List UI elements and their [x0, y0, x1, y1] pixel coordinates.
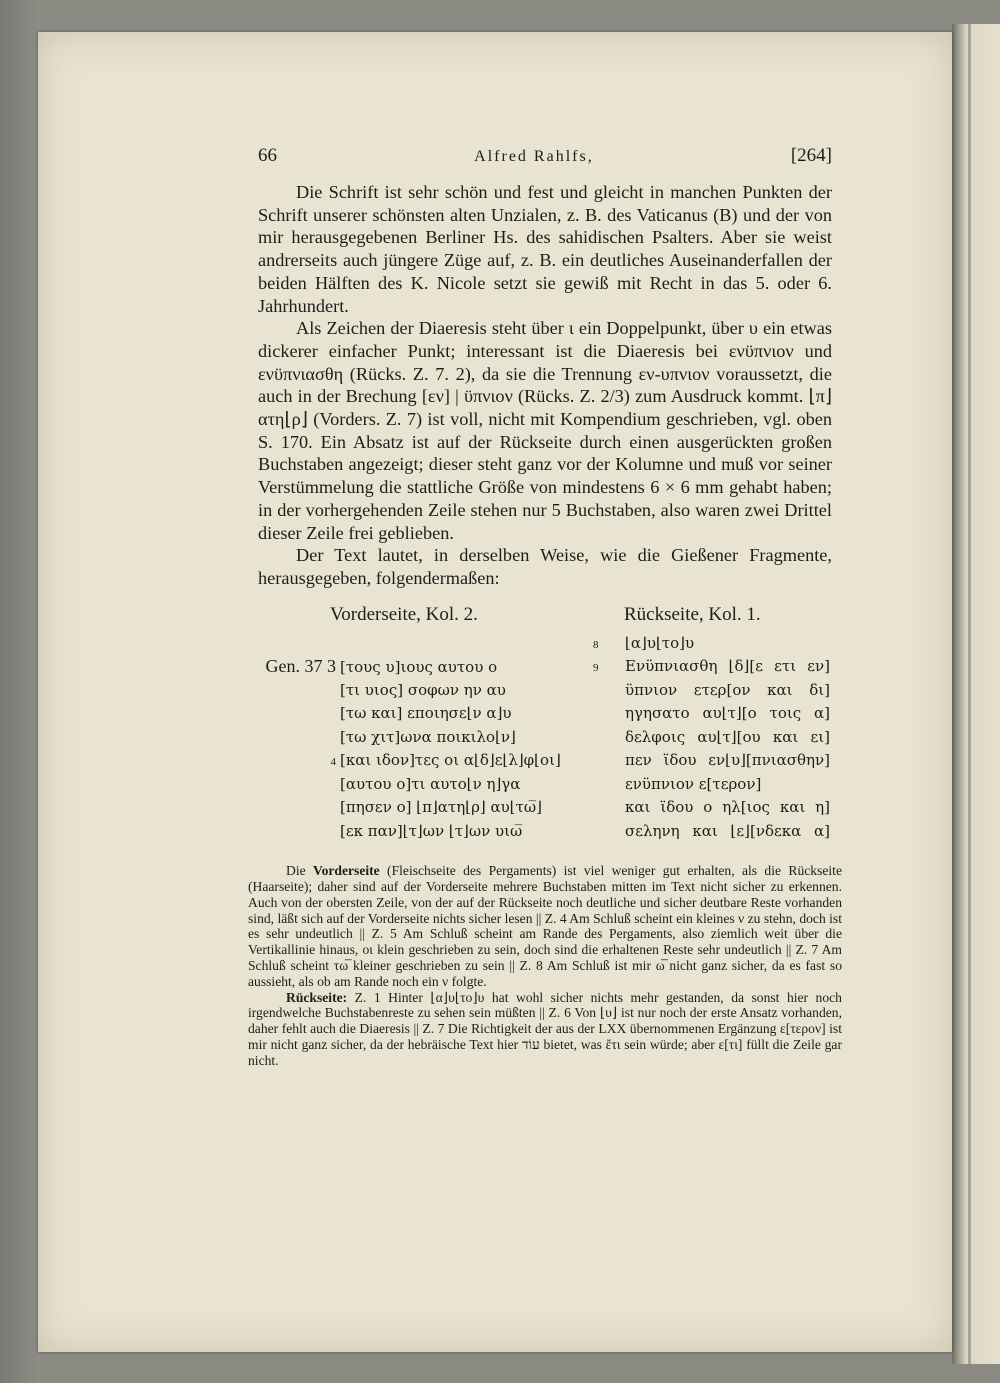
paragraph-diaeresis: Als Zeichen der Diaeresis steht über ι ein Doppelpunkt, über υ ein etwas dickerer einfacher Punkt; interessant ist die Diaeresis bei ενϋπνιον und ενϋπνιασθη (Rücks. Z. 7. 2), da sie die Trennung εν-υπνιον voraussetzt, die auch in der Brechung [εν] | ϋπνιον (Rücks. Z. 2/3) zum Ausdruck kommt. ⌊π⌋ατη⌊ρ⌋ (Vorders. Z. 7) ist voll, nicht mit Kompendium geschrieben, vgl. oben S. 170. Ein Absatz ist auf der Rückseite durch einen ausgerückten großen Buchstaben angezeigt; dieser steht ganz vor der Kolumne und muß vor seiner Verstümmelung die stattliche Größe von mindestens 6 × 6 mm gehabt haben; in der vorhergehenden Zeile stehen nur 5 Buchstaben, also waren zwei Drittel dieser Zeile frei geblieben.	[258, 318, 832, 543]
running-head	[258, 145, 832, 167]
page-content	[248, 145, 842, 1069]
rueckseite-column	[593, 632, 832, 844]
text-line: [αυτου ο]τι αυτο⌊ν η⌋γα	[340, 774, 521, 793]
author-heading: Alfred Rahlfs,	[474, 148, 594, 165]
note-heading-rueckseite: Rückseite:	[286, 989, 348, 1005]
next-page-edge	[952, 24, 1000, 1364]
text-line: 4 [και ιδον]τες οι α⌊δ⌋ε⌊λ⌋φ⌊οι⌋	[258, 749, 593, 773]
right-column-title: Rückseite, Kol. 1.	[624, 603, 761, 625]
text-line: ϋπνιον ετερ[ον και δι]	[625, 680, 830, 699]
text-line: ενϋπνιον ε[τερον]	[625, 774, 762, 793]
text-line: και ϊδου ο ηλ[ιος και η]	[625, 798, 830, 817]
greek-text-columns	[258, 632, 832, 844]
text-line: 8 ⌊α⌋υ⌊το⌋υ	[593, 632, 832, 656]
text-line: [εκ παν]⌊τ⌋ων ⌊τ⌋ων υιω̅	[340, 821, 523, 840]
vorderseite-column	[258, 632, 593, 844]
text-line: [τι υιος] σοφων ην αυ	[340, 680, 506, 699]
text-line: [τω και] εποιησε⌊ν α⌋υ	[340, 704, 512, 723]
text-line: [τω χιτ]ωνα ποικιλο⌊ν⌋	[340, 727, 516, 746]
note-rueckseite: Rückseite: Z. 1 Hinter ⌊α⌋υ⌊το⌋υ hat wohl sicher nichts mehr gestanden, da sonst hier noch irgendwelche Buchstabenreste zu sehen sein müßten || Z. 6 Von ⌊υ⌋ ist nur noch der erste Ansatz vorhanden, daher fehlt auch die Diaeresis || Z. 7 Die Richtigkeit der aus der LXX übernommenen Ergänzung ε[τερον] ist mir nicht ganz sicher, da der hebräische Text hier עוֹד bietet, was ἔτι sein würde; aber ε[τι] füllt die Zeile gar nicht.	[248, 989, 842, 1068]
text-line: 9 Ενϋπνιασθη ⌊δ⌋[ε ετι εν]	[593, 655, 832, 679]
text-line: πεν ϊδου εν⌊υ⌋[πνιασθην]	[625, 751, 830, 770]
text-line: [πησεν ο] ⌊π⌋ατη⌊ρ⌋ αυ⌊τω̅⌋	[340, 798, 542, 817]
verse-number: 9	[593, 662, 599, 675]
left-column-title: Vorderseite, Kol. 2.	[330, 603, 478, 625]
verse-number: 4	[330, 756, 336, 769]
text-line	[258, 632, 593, 656]
text-line: σεληνη και ⌊ε⌋[νδεκα α]	[625, 821, 830, 840]
verse-number: 8	[593, 638, 599, 651]
verse-reference: Gen. 37 3	[265, 656, 336, 677]
column-headings	[258, 604, 832, 626]
paragraph-script-description: Die Schrift ist sehr schön und fest und gleicht in manchen Punkten der Schrift unserer schönsten alten Unzialen, z. B. des Vaticanus (B) und der von mir herausgegebenen Berliner Hs. des sahidischen Psalters. Aber sie weist andrerseits auch jüngere Züge auf, z. B. ein deutliches Auseinanderfallen der beiden Hälften des Κ. Nicole setzt sie gewiß mit Recht in das 5. oder 6. Jahrhundert.	[258, 182, 832, 316]
body-text	[258, 181, 832, 590]
text-line: δελφοις αυ⌊τ⌋[ου και ει]	[625, 727, 830, 746]
note-vorderseite: Die Vorderseite (Fleischseite des Pergaments) ist viel weniger gut erhalten, als die Rückseite (Haarseite); daher sind auf der Vorderseite mehrere Buchstaben mitten im Text nicht sicher zu erkennen. Auch von der obersten Zeile, von der auf der Rückseite noch deutliche und sicher deutbare Reste vorhanden sind, läßt sich auf der Vorderseite nichts sicher lesen || Z. 4 Am Schluß scheint ein kleines ν zu stehn, doch ist es sehr undeutlich || Z. 5 Am Schluß scheint am Rande des Pergaments, also ziemlich weit über die Vertikallinie hinaus, οι klein geschrieben zu sein, doch sind die erhaltenen Reste sehr undeutlich || Z. 7 Am Schluß scheint τω̅ kleiner geschrieben zu sein || Z. 8 Am Schluß ist mir ω̅ nicht ganz sicher, da es fast so aussieht, als ob am Rande noch ein ν folgte.	[248, 863, 842, 989]
note-heading-vorderseite: Vorderseite	[313, 863, 380, 879]
paragraph-text-intro: Der Text lautet, in derselben Weise, wie die Gießener Fragmente, herausgegeben, folgendermaßen:	[258, 545, 832, 588]
text-line: Gen. 37 3 [τους υ]ιους αυτου ο	[258, 655, 593, 679]
binding-edge	[968, 24, 971, 1364]
text-line: ηγησατο αυ⌊τ⌋[ο τοις α]	[625, 704, 830, 723]
original-page-number: [264]	[790, 145, 832, 166]
scan-background-left	[0, 0, 40, 1383]
page-number: 66	[258, 145, 277, 166]
footnotes	[248, 863, 842, 1068]
